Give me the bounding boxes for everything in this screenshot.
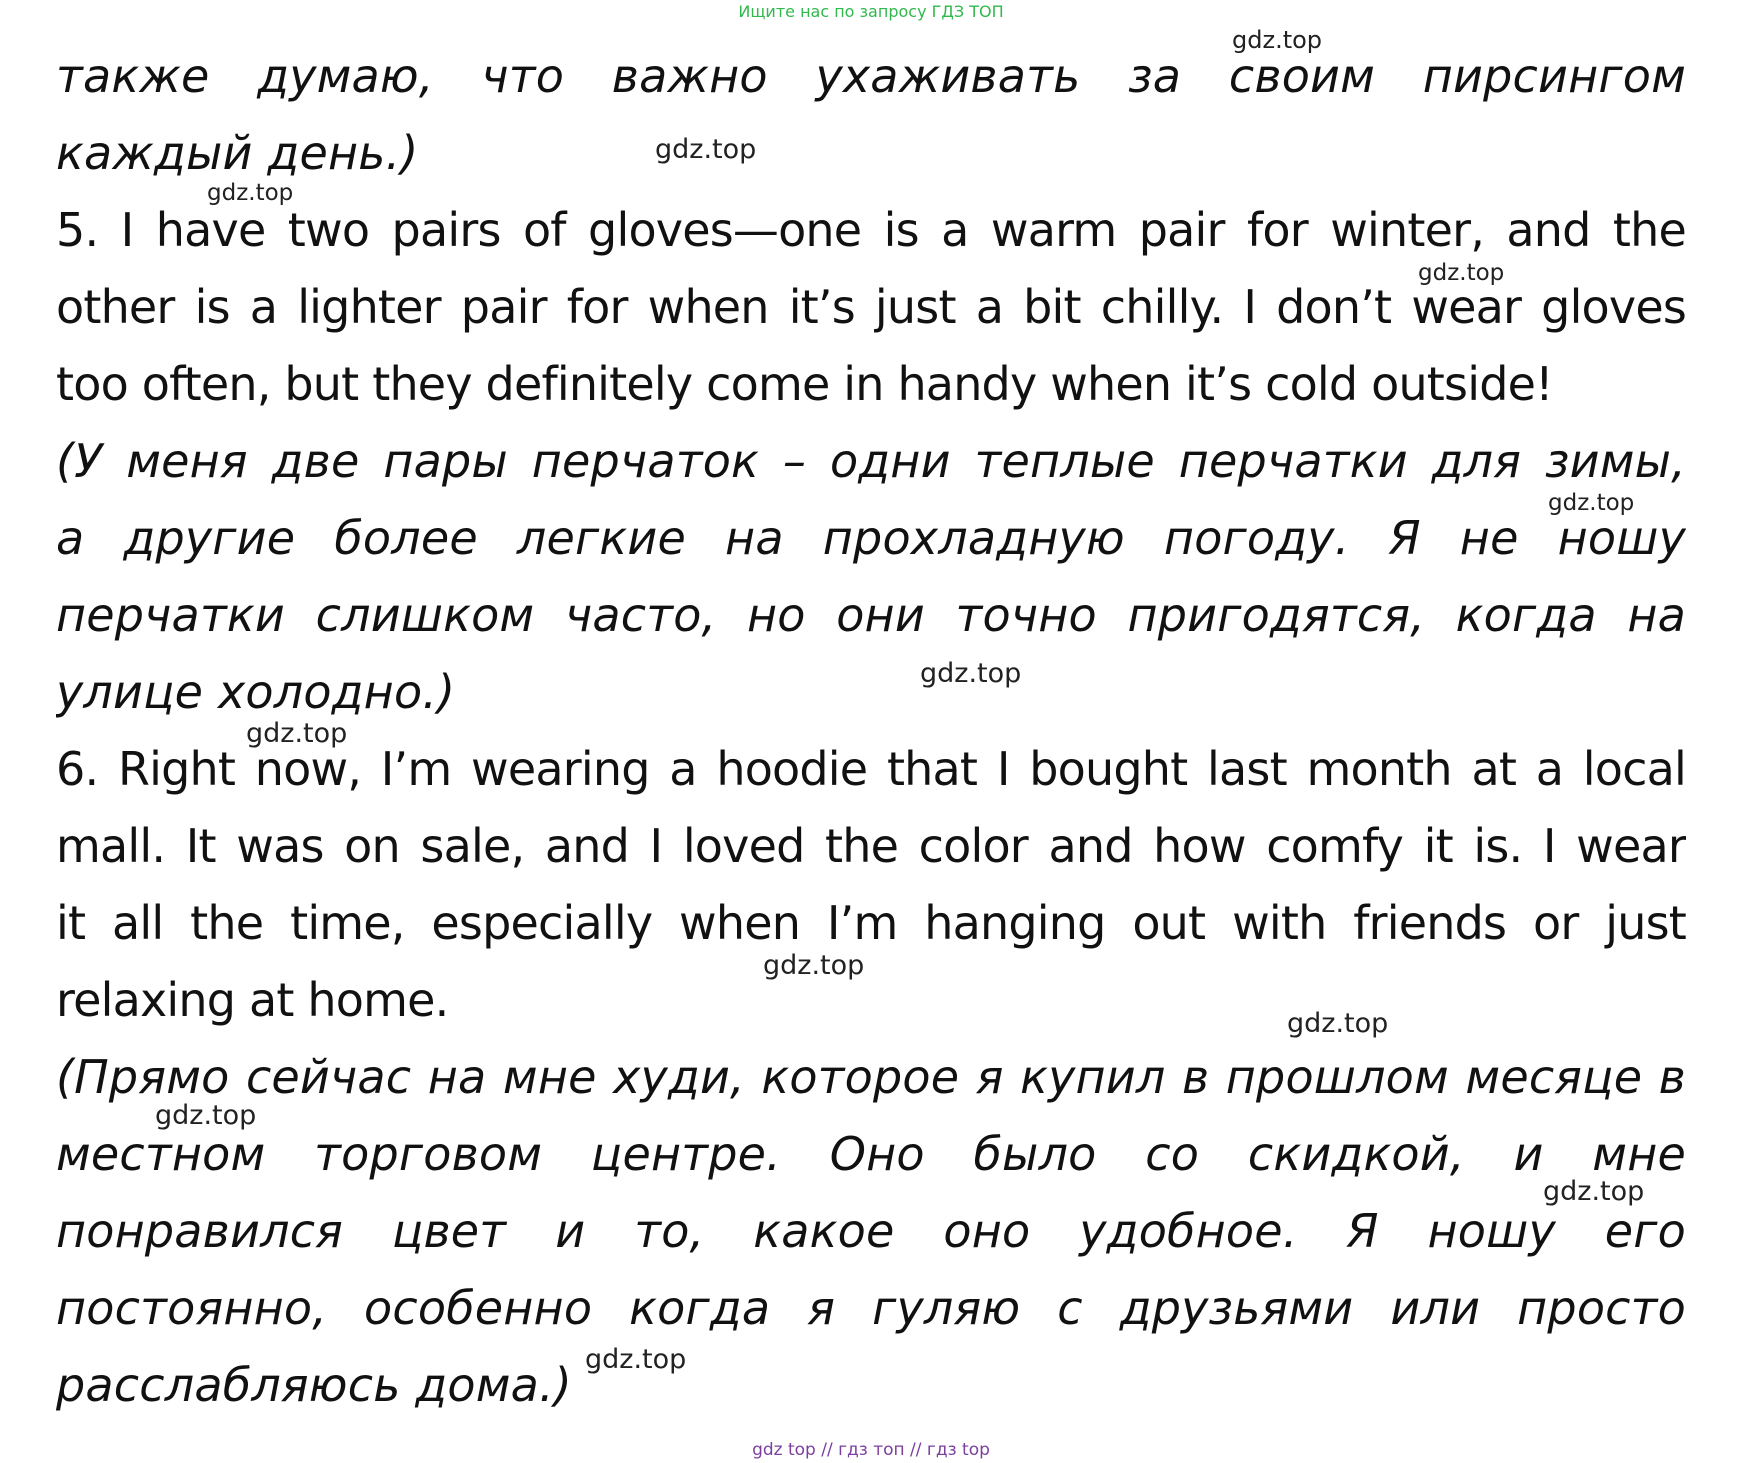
text-line: расслабляюсь дома.): [56, 1358, 572, 1412]
top-banner: Ищите нас по запросу ГДЗ ТОП: [738, 2, 1004, 21]
watermark: gdz.top: [1543, 1176, 1645, 1207]
text-line: перчатки слишком часто, но они точно пригодятся, когда на: [56, 588, 1686, 642]
paragraph-answer-6: [56, 731, 1686, 1039]
watermark: gdz.top: [1287, 1008, 1389, 1039]
text-line: понравился цвет и то, какое оно удобное. Я ношу его: [56, 1204, 1686, 1258]
watermark: gdz.top: [1232, 26, 1323, 54]
text-line: 6. Right now, I’m wearing a hoodie that I bought last month at a local: [56, 742, 1686, 796]
watermark: gdz.top: [207, 180, 294, 206]
text-line: постоянно, особенно когда я гуляю с друзьями или просто: [56, 1281, 1686, 1335]
text-line: 5. I have two pairs of gloves—one is a warm pair for winter, and the: [56, 203, 1686, 257]
text-line: relaxing at home.: [56, 973, 449, 1027]
text-line: также думаю, что важно ухаживать за своим пирсингом: [56, 49, 1686, 103]
paragraph-answer-5: [56, 192, 1686, 423]
text-line: местном торговом центре. Оно было со скидкой, и мне: [56, 1127, 1686, 1181]
watermark: gdz.top: [1418, 260, 1505, 286]
watermark: gdz.top: [763, 950, 865, 981]
paragraph-translation-6: [56, 1039, 1686, 1424]
text-line: улице холодно.): [56, 665, 456, 719]
watermark: gdz.top: [655, 134, 757, 165]
text-line: каждый день.): [56, 126, 419, 180]
paragraph-translation-5: [56, 423, 1686, 731]
watermark: gdz.top: [585, 1344, 687, 1375]
text-line: (Прямо сейчас на мне худи, которое я купил в прошлом месяце в: [56, 1050, 1686, 1104]
watermark: gdz.top: [155, 1100, 257, 1131]
text-line: too often, but they definitely come in handy when it’s cold outside!: [56, 357, 1553, 411]
text-line: it all the time, especially when I’m hanging out with friends or just: [56, 896, 1686, 950]
watermark: gdz.top: [246, 718, 348, 749]
watermark: gdz.top: [920, 658, 1022, 689]
footer-watermark: gdz top // гдз топ // гдз top: [752, 1440, 990, 1460]
text-line: а другие более легкие на прохладную погоду. Я не ношу: [56, 511, 1686, 565]
text-line: (У меня две пары перчаток – одни теплые перчатки для зимы,: [56, 434, 1686, 488]
watermark: gdz.top: [1548, 490, 1635, 516]
paragraph-ru-intro: [56, 38, 1686, 192]
text-line: other is a lighter pair for when it’s just a bit chilly. I don’t wear gloves: [56, 280, 1686, 334]
text-line: mall. It was on sale, and I loved the color and how comfy it is. I wear: [56, 819, 1686, 873]
